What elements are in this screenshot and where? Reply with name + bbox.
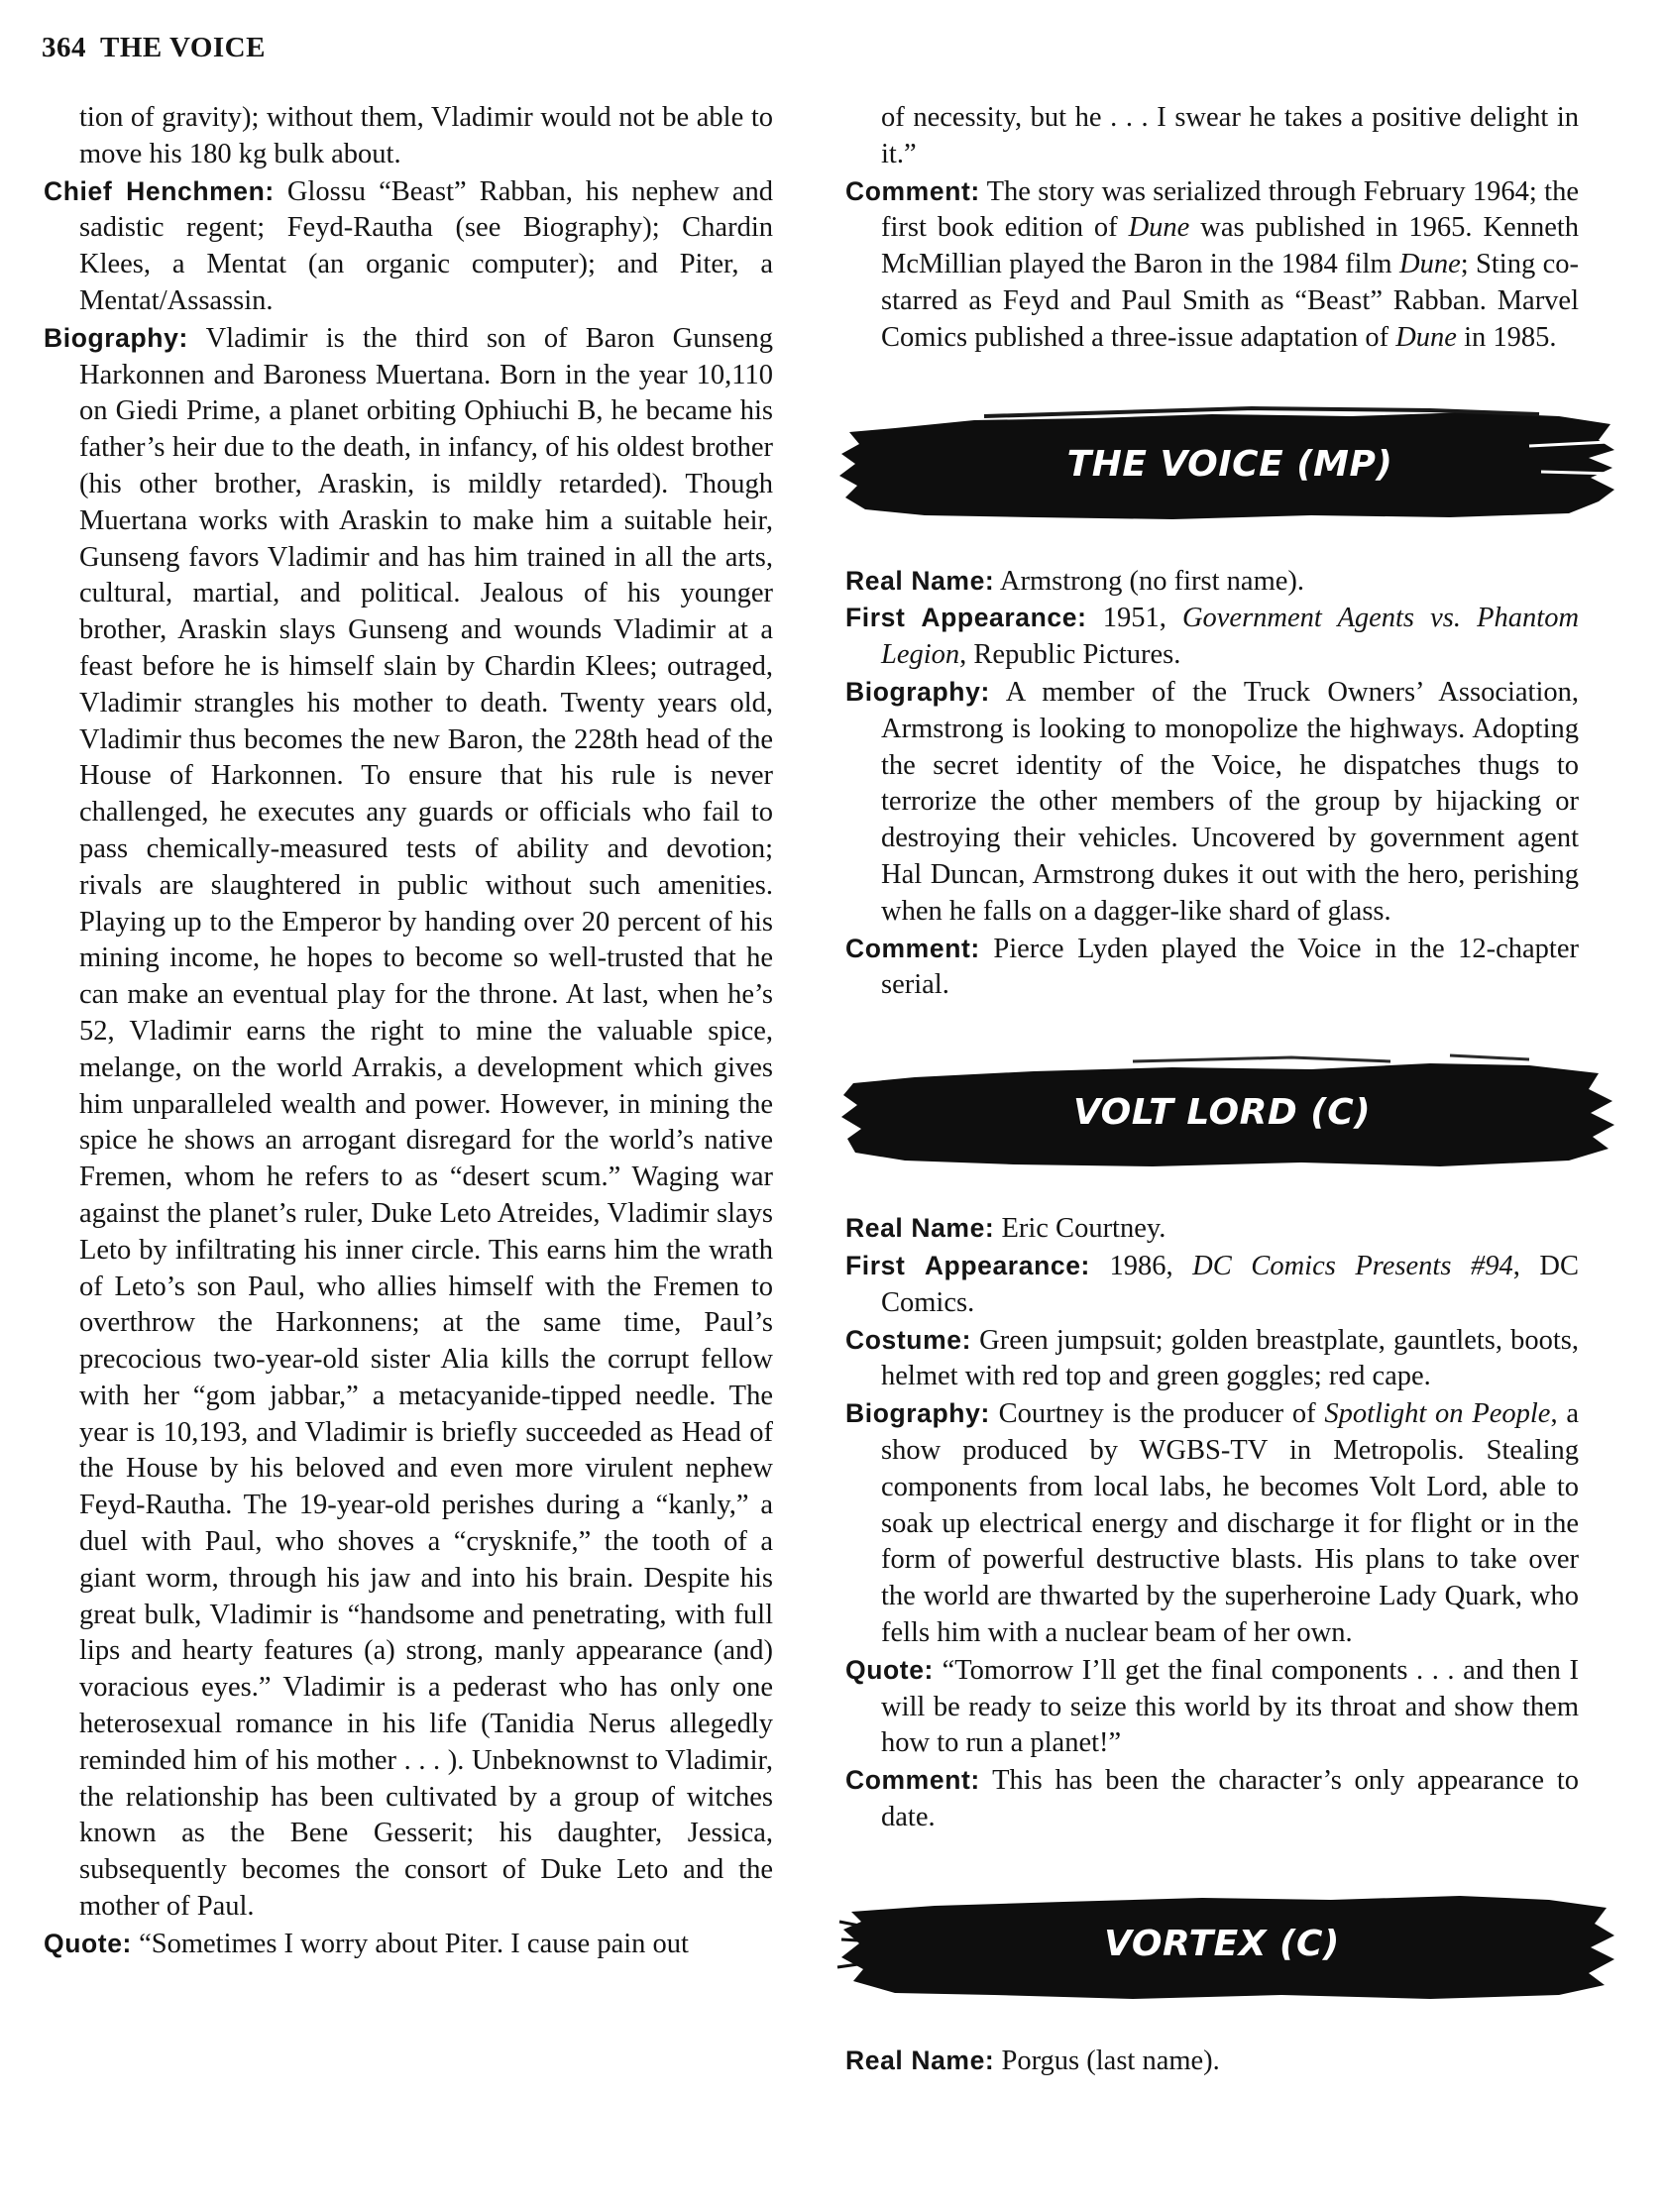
quote-text: “Sometimes I worry about Piter. I cause pain out [139,1928,689,1959]
section-title-vortex: VORTEX (C) [1104,1924,1340,1965]
biography-continuation: tion of gravity); without them, Vladimir would not be able to move his 180 kg bulk about. [79,102,773,169]
entry-biography: Biography: A member of the Truck Owners’ Association, Armstrong is looking to monopolize the highways. Adopting the secret identity of the Voice, he dispatches thugs to terrorize the other members of the group by hijacking or destroying their vehicles. Uncovered by government agent Hal Duncan, Armstrong dukes it out with the hero, perishing when he falls on a dagger-like shard of glass. [845,676,1579,927]
section-title-the-voice: THE VOICE (MP) [1066,444,1393,486]
costume-label: Costume: [845,1324,972,1355]
entry-real-name: Real Name: Porgus (last name). [845,2045,1220,2076]
entry-biography [44,320,773,1926]
entry-real-name: Real Name: Eric Courtney. [845,1213,1166,1245]
entry-real-name: Real Name: Armstrong (no first name). [845,565,1305,597]
film-title: Dune [1398,249,1461,280]
comment-label: Comment: [845,933,980,963]
comic-title: DC Comics Presents #94 [1192,1250,1513,1281]
quote-label: Quote: [44,1928,132,1958]
chief-henchmen-text: Glossu “Beast” Rabban, his nephew and sadistic regent; Feyd-Rautha (see Biography); Chardin Klees, a Mentat (an organic computer); and Piter, a Mentat/Assassin. [79,175,774,316]
comment-label: Comment: [845,1765,980,1796]
entry-quote: Quote: “Tomorrow I’ll get the final components . . . and then I will be ready to seize this world by its throat and show them how to run a planet!” [845,1654,1580,1759]
comment-label: Comment: [845,175,980,206]
section-title-volt-lord: VOLT LORD (C) [1072,1091,1372,1133]
comic-title: Dune [1395,321,1457,353]
first-appearance-label: First Appearance: [845,1250,1090,1280]
quote-label: Quote: [845,1654,934,1685]
entry-comment: Comment: The story was serialized through February 1964; the first book edition of Dune was published in 1965. Kenneth McMillian played the Baron in the 1984 film Dune; Sting co-starred as Feyd and Paul Smith as “Beast” Rabban. Marvel Comics published a three-issue adaptation of Dune in 1985. [845,175,1580,353]
entry-chief-henchmen [44,173,773,320]
biography-label: Biography: [44,322,188,353]
right-column [845,100,1579,2079]
entry-biography: Biography: Courtney is the producer of Spotlight on People, a show produced by WGBS-TV in Metropolis. Stealing components from local labs, he becomes Volt Lord, able to soak up electrical energy and discharge it for flight or in the form of powerful destructive blasts. His plans to take over the world are thwarted by the superheroine Lady Quark, who fells him with a nuclear beam of her own. [845,1398,1579,1648]
biography-text: Vladimir is the third son of Baron Gunseng Harkonnen and Baroness Muertana. Born in the year 10,110 on Giedi Prime, a planet orbiting Ophiuchi B, he became his father’s heir due to the death, in infancy, of his oldest brother (his other brother, Araskin, is mildly retarded). Though Muertana works with Araskin to make him a suitable heir, Gunseng favors Vladimir and has him trained in all the arts, cultural, martial, and political. Jealous of his younger brother, Araskin slays Gunseng and wounds Vladimir at a feast before he is himself slain by Chardin Klees; outraged, Vladimir strangles his mother to death. Twenty years old, Vladimir thus becomes the new Baron, the 228th head of the House of Harkonnen. To ensure that his rule is never challenged, he executes any guards or officials who fail to pass chemically-measured tests of ability and devotion; rivals are slaughtered in public without such amenities. Playing up to the Emperor by handing over 20 percent of his mining income, he hopes to become so well-trusted that he can make an eventual play for the throne. At last, when he’s 52, Vladimir earns the right to mine the valuable spice, melange, on the world Arrakis, a development which gives him unparalleled wealth and power. However, in mining the spice he shows an arrogant disregard for the world’s native Fremen, whom he refers to as “desert scum.” Waging war against the planet’s ruler, Duke Leto Atreides, Vladimir slays Leto by infiltrating his inner circle. This earns him the wrath of Leto’s son Paul, who allies himself with the Fremen to overthrow the Harkonnens; at the same time, Paul’s precocious two-year-old sister Alia kills the corrupt fellow with her “gom jabbar,” a metacyanide-tipped needle. The year is 10,193, and Vladimir is briefly succeeded as Head of the House by his beloved and even more virulent nephew Feyd-Rautha. The 19-year-old perishes during a “kanly,” a duel with Paul, who shoves a “crysknife,” the tooth of a giant worm, through his jaw and into his brain. Despite his great bulk, Vladimir is “handsome and penetrating, with full lips and hearty features (a) strong, manly appearance (and) voracious eyes.” Vladimir is a pederast who has only one heterosexual romance in his life (Tanidia Nerus allegedly reminded him of his mother . . . ). Unbeknownst to Vladimir, the relationship has been cultivated by a group of witches known as the Bene Gesserit; his daughter, Jessica, subsequently becomes the consort of Duke Leto and the mother of Paul. [79,322,773,1923]
running-title: THE VOICE [100,32,266,63]
running-head [42,32,266,64]
entry-quote [44,1926,773,1963]
section-banner-the-voice [845,402,1579,529]
chief-henchmen-label: Chief Henchmen: [44,175,275,206]
biography-label: Biography: [845,676,990,707]
show-title: Spotlight on People [1324,1398,1551,1430]
entry-costume: Costume: Green jumpsuit; golden breastplate, gauntlets, boots, helmet with red top and green goggles; red cape. [845,1324,1579,1392]
page-number: 364 [42,32,86,63]
real-name-label: Real Name: [845,1213,995,1244]
biography-label: Biography: [845,1398,990,1429]
real-name-label: Real Name: [845,2045,995,2075]
section-banner-vortex [845,1882,1579,2009]
serial-title: Government Agents vs. Phantom Legion [881,603,1580,671]
entry-comment: Comment: This has been the character’s only appearance to date. [845,1765,1579,1832]
left-column [44,100,773,1963]
real-name-label: Real Name: [845,565,995,596]
entry-first-appearance: First Appearance: 1951, Government Agents vs. Phantom Legion, Republic Pictures. [845,603,1580,671]
entry-comment: Comment: Pierce Lyden played the Voice in the 12-chapter serial. [845,933,1579,1001]
book-title: Dune [1128,212,1190,244]
first-appearance-label: First Appearance: [845,603,1087,633]
section-banner-volt-lord [845,1050,1579,1176]
entry-first-appearance: First Appearance: 1986, DC Comics Presents #94, DC Comics. [845,1250,1580,1318]
quote-continuation: of necessity, but he . . . I swear he takes a positive delight in it.” [881,102,1579,169]
